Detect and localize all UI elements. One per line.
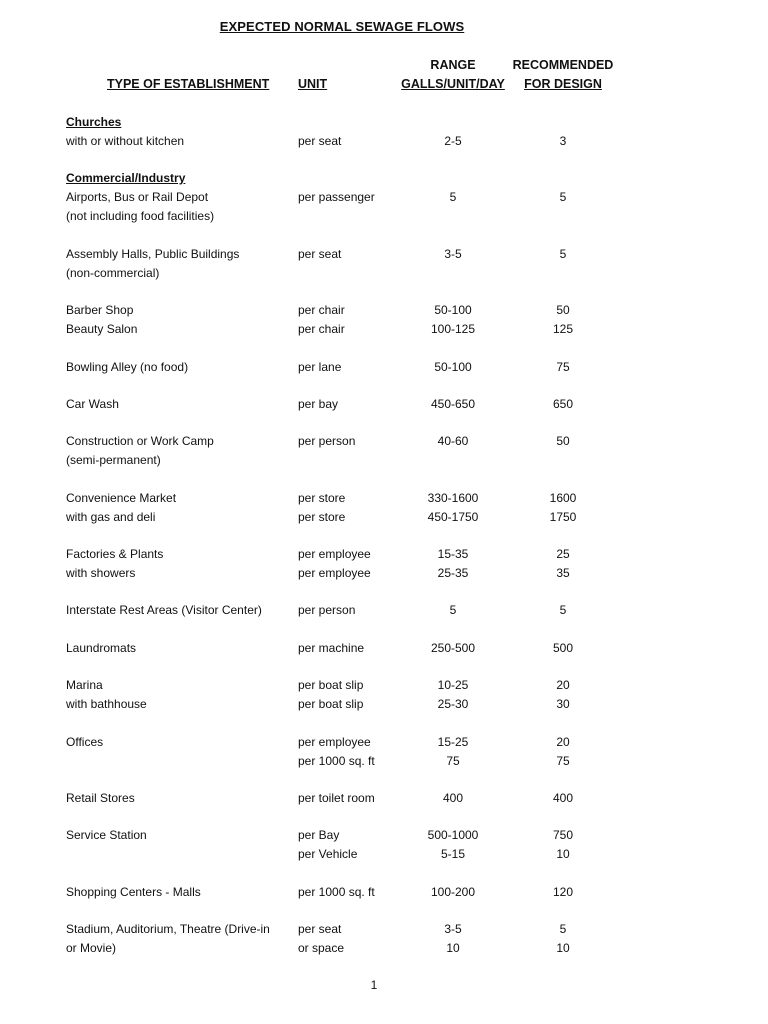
table-row: [0, 733, 768, 752]
range-cell: 5-15: [440, 847, 466, 861]
establishment-type: (non-commercial): [66, 266, 160, 280]
table-row: [0, 320, 768, 339]
table-row: [0, 207, 768, 226]
recommended-cell: 50: [556, 434, 570, 448]
establishment-type: Convenience Market: [66, 491, 177, 505]
range-cell: 15-25: [437, 735, 469, 749]
recommended-cell: 10: [556, 941, 570, 955]
table-row: [0, 601, 768, 620]
recommended-cell: 400: [552, 791, 574, 805]
table-row: [0, 939, 768, 958]
table-row: [0, 845, 768, 864]
unit-cell: per employee: [298, 547, 371, 561]
table-row: [0, 508, 768, 527]
recommended-cell: 3: [559, 134, 567, 148]
range-cell: 250-500: [430, 641, 476, 655]
table-row: [0, 188, 768, 207]
unit-cell: per Vehicle: [298, 847, 358, 861]
establishment-type: or Movie): [66, 941, 117, 955]
recommended-cell: 75: [556, 754, 570, 768]
establishment-type: Interstate Rest Areas (Visitor Center): [66, 603, 262, 617]
unit-cell: per passenger: [298, 190, 375, 204]
establishment-type: Marina: [66, 678, 103, 692]
range-cell: 2-5: [444, 134, 462, 148]
establishment-type: Beauty Salon: [66, 322, 138, 336]
category-heading: Churches: [66, 115, 122, 129]
document-title: EXPECTED NORMAL SEWAGE FLOWS: [219, 19, 465, 34]
header-recommended-line2: FOR DESIGN: [524, 77, 602, 91]
range-cell: 50-100: [434, 303, 472, 317]
recommended-cell: 20: [556, 735, 570, 749]
table-row: [0, 489, 768, 508]
recommended-cell: 30: [556, 697, 570, 711]
table-row: [0, 752, 768, 771]
range-cell: 100-200: [430, 885, 476, 899]
recommended-cell: 35: [556, 566, 570, 580]
establishment-type: Stadium, Auditorium, Theatre (Drive-in: [66, 922, 270, 936]
establishment-type: Assembly Halls, Public Buildings: [66, 247, 240, 261]
recommended-cell: 500: [552, 641, 574, 655]
unit-cell: per person: [298, 434, 356, 448]
table-row: [0, 395, 768, 414]
recommended-cell: 1750: [549, 510, 577, 524]
unit-cell: per seat: [298, 922, 342, 936]
range-cell: 450-650: [430, 397, 476, 411]
range-cell: 10: [446, 941, 460, 955]
table-row: [0, 301, 768, 320]
establishment-type: with gas and deli: [66, 510, 156, 524]
unit-cell: per bay: [298, 397, 339, 411]
establishment-type: Airports, Bus or Rail Depot: [66, 190, 209, 204]
table-row: [0, 432, 768, 451]
unit-cell: per person: [298, 603, 356, 617]
unit-cell: per store: [298, 510, 346, 524]
range-cell: 50-100: [434, 360, 472, 374]
recommended-cell: 20: [556, 678, 570, 692]
table-row: [0, 883, 768, 902]
unit-cell: or space: [298, 941, 345, 955]
table-row: [0, 264, 768, 283]
table-row: [0, 920, 768, 939]
unit-cell: per Bay: [298, 828, 340, 842]
table-row: [0, 789, 768, 808]
unit-cell: per boat slip: [298, 678, 364, 692]
unit-cell: per store: [298, 491, 346, 505]
table-row: [0, 676, 768, 695]
establishment-type: Service Station: [66, 828, 147, 842]
table-row: [0, 826, 768, 845]
table-row: [0, 451, 768, 470]
establishment-type: Retail Stores: [66, 791, 135, 805]
range-cell: 500-1000: [427, 828, 479, 842]
establishment-type: Offices: [66, 735, 104, 749]
establishment-type: with bathhouse: [66, 697, 147, 711]
range-cell: 10-25: [437, 678, 469, 692]
range-cell: 450-1750: [427, 510, 479, 524]
table-row: [0, 564, 768, 583]
establishment-type: Barber Shop: [66, 303, 134, 317]
establishment-type: Factories & Plants: [66, 547, 164, 561]
header-range-line1: RANGE: [430, 58, 476, 72]
table-row: [0, 113, 768, 132]
recommended-cell: 750: [552, 828, 574, 842]
table-row: [0, 169, 768, 188]
table-row: [0, 358, 768, 377]
header-type-of-establishment: TYPE OF ESTABLISHMENT: [107, 77, 270, 91]
establishment-type: with or without kitchen: [66, 134, 185, 148]
unit-cell: per seat: [298, 134, 342, 148]
recommended-cell: 50: [556, 303, 570, 317]
recommended-cell: 25: [556, 547, 570, 561]
recommended-cell: 75: [556, 360, 570, 374]
establishment-type: Car Wash: [66, 397, 119, 411]
table-row: [0, 639, 768, 658]
page-number: 1: [370, 978, 378, 992]
unit-cell: per 1000 sq. ft: [298, 885, 375, 899]
range-cell: 40-60: [437, 434, 469, 448]
unit-cell: per employee: [298, 735, 371, 749]
unit-cell: per lane: [298, 360, 342, 374]
recommended-cell: 1600: [549, 491, 577, 505]
unit-cell: per seat: [298, 247, 342, 261]
recommended-cell: 5: [559, 247, 567, 261]
establishment-type: (not including food facilities): [66, 209, 215, 223]
recommended-cell: 5: [559, 603, 567, 617]
recommended-cell: 650: [552, 397, 574, 411]
recommended-cell: 5: [559, 922, 567, 936]
header-recommended-line1: RECOMMENDED: [512, 58, 614, 72]
unit-cell: per toilet room: [298, 791, 375, 805]
recommended-cell: 10: [556, 847, 570, 861]
unit-cell: per chair: [298, 322, 345, 336]
range-cell: 5: [449, 190, 457, 204]
recommended-cell: 5: [559, 190, 567, 204]
range-cell: 400: [442, 791, 464, 805]
table-row: [0, 695, 768, 714]
unit-cell: per employee: [298, 566, 371, 580]
header-unit: UNIT: [298, 77, 328, 91]
range-cell: 330-1600: [427, 491, 479, 505]
table-row: [0, 245, 768, 264]
unit-cell: per chair: [298, 303, 345, 317]
range-cell: 100-125: [430, 322, 476, 336]
range-cell: 15-35: [437, 547, 469, 561]
range-cell: 3-5: [444, 247, 462, 261]
header-range-line2: GALLS/UNIT/DAY: [401, 77, 505, 91]
establishment-type: Bowling Alley (no food): [66, 360, 189, 374]
range-cell: 75: [446, 754, 460, 768]
establishment-type: (semi-permanent): [66, 453, 161, 467]
unit-cell: per 1000 sq. ft: [298, 754, 375, 768]
table-row: [0, 545, 768, 564]
establishment-type: with showers: [66, 566, 136, 580]
recommended-cell: 125: [552, 322, 574, 336]
recommended-cell: 120: [552, 885, 574, 899]
establishment-type: Construction or Work Camp: [66, 434, 214, 448]
range-cell: 3-5: [444, 922, 462, 936]
unit-cell: per machine: [298, 641, 365, 655]
header-recommended: [508, 56, 618, 94]
range-cell: 25-35: [437, 566, 469, 580]
establishment-type: Shopping Centers - Malls: [66, 885, 201, 899]
establishment-type: Laundromats: [66, 641, 137, 655]
header-range: [398, 56, 508, 94]
unit-cell: per boat slip: [298, 697, 364, 711]
table-row: [0, 132, 768, 151]
range-cell: 25-30: [437, 697, 469, 711]
category-heading: Commercial/Industry: [66, 171, 186, 185]
range-cell: 5: [449, 603, 457, 617]
